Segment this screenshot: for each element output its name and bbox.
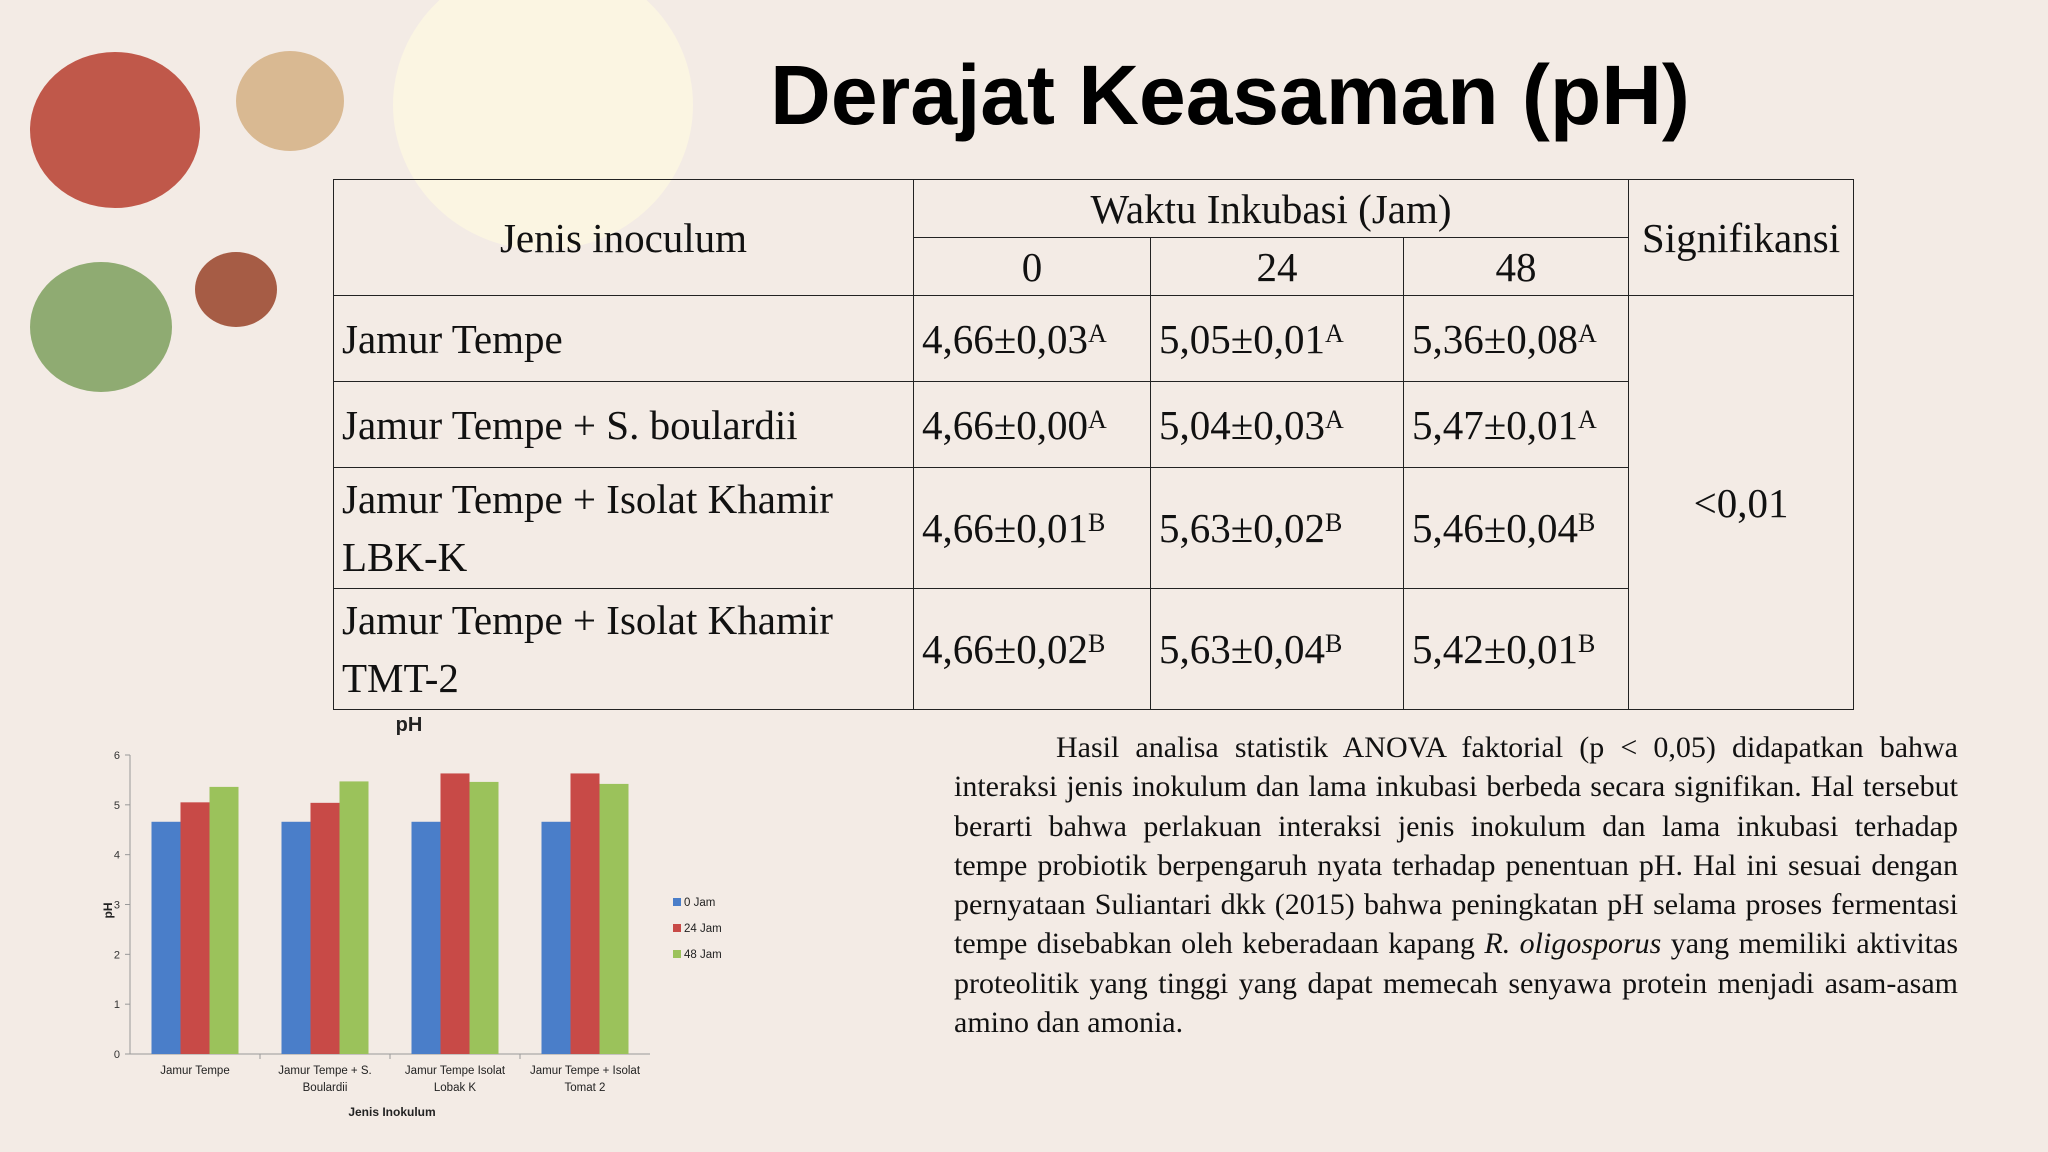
decor-circle-tan xyxy=(236,51,344,151)
header-inoculum: Jenis inoculum xyxy=(334,180,914,296)
x-axis-label: Jenis Inokulum xyxy=(348,1105,436,1119)
header-time: Waktu Inkubasi (Jam) xyxy=(914,180,1629,238)
legend-swatch xyxy=(673,898,681,906)
table-row xyxy=(334,296,1854,382)
decor-circle-green xyxy=(30,262,172,392)
cell-value: $5,04\pm 0,03^A$ xyxy=(1151,382,1404,468)
x-tick-label: Tomat 2 xyxy=(564,1082,606,1094)
x-tick-label: Jamur Tempe + S. xyxy=(278,1065,372,1077)
bar-0-jam xyxy=(152,822,181,1054)
decor-circle-brown xyxy=(195,252,277,327)
y-tick-label: 4 xyxy=(113,849,120,862)
x-tick-label: Jamur Tempe + Isolat xyxy=(529,1065,641,1077)
cell-value: $5,36\pm 0,08^A$ xyxy=(1404,296,1629,382)
bar-48-jam xyxy=(210,787,239,1054)
y-tick-label: 5 xyxy=(113,799,120,812)
cell-value: $5,05\pm 0,01^A$ xyxy=(1151,296,1404,382)
y-tick-label: 2 xyxy=(113,949,120,962)
header-time-48: 48 xyxy=(1404,238,1629,296)
bar-48-jam xyxy=(340,781,369,1054)
y-tick-label: 0 xyxy=(113,1049,120,1061)
y-tick-label: 6 xyxy=(113,750,120,762)
legend-entry: 48 Jam xyxy=(684,949,722,961)
bar-0-jam xyxy=(542,822,571,1054)
y-tick-label: 3 xyxy=(113,899,120,912)
table-row xyxy=(334,382,1854,468)
cell-value: $4,66\pm 0,03^A$ xyxy=(914,296,1151,382)
ph-table xyxy=(333,179,1854,710)
x-tick-label: Jamur Tempe xyxy=(160,1065,230,1077)
legend-entry: 0 Jam xyxy=(684,897,716,909)
row-name: Jamur Tempe + S. boulardii xyxy=(334,382,914,468)
table-row xyxy=(334,589,1854,710)
cell-value: $5,63\pm 0,02^B$ xyxy=(1151,468,1404,589)
y-tick-label: 1 xyxy=(113,999,120,1012)
italic-organism: R. oligosporus xyxy=(1484,927,1662,961)
bar-24-jam xyxy=(181,802,210,1054)
header-significance: Signifikansi xyxy=(1629,180,1854,296)
ph-bar-chart xyxy=(100,708,722,1128)
x-tick-label: Lobak K xyxy=(433,1082,477,1094)
cell-value: $5,47\pm 0,01^A$ xyxy=(1404,382,1629,468)
bar-0-jam xyxy=(412,822,441,1054)
legend-swatch xyxy=(673,950,681,958)
x-tick-label: Jamur Tempe Isolat xyxy=(404,1065,506,1077)
legend-swatch xyxy=(673,924,681,932)
bar-0-jam xyxy=(282,822,311,1054)
decor-circle-red xyxy=(30,52,200,208)
cell-value: $4,66\pm 0,00^A$ xyxy=(914,382,1151,468)
row-name: Jamur Tempe xyxy=(334,296,914,382)
legend-entry: 24 Jam xyxy=(684,923,722,935)
chart-title: pH xyxy=(395,714,423,736)
bar-48-jam xyxy=(470,782,499,1054)
bar-24-jam xyxy=(571,773,600,1054)
cell-value: $4,66\pm 0,01^B$ xyxy=(914,468,1151,589)
cell-value: $5,42\pm 0,01^B$ xyxy=(1404,589,1629,710)
row-name: Jamur Tempe + Isolat Khamir TMT-2 xyxy=(334,589,914,710)
header-time-0: 0 xyxy=(914,238,1151,296)
x-tick-label: Boulardii xyxy=(302,1082,348,1094)
y-axis-label: pH xyxy=(101,902,115,919)
bar-24-jam xyxy=(441,773,470,1054)
row-name: Jamur Tempe + Isolat Khamir LBK-K xyxy=(334,468,914,589)
cell-value: $5,46\pm 0,04^B$ xyxy=(1404,468,1629,589)
analysis-paragraph: Hasil analisa statistik ANOVA faktorial (p < 0,05) didapatkan bahwa interaksi jenis inokulum dan lama inkubasi berbeda secara signifikan. Hal tersebut berarti bahwa perlakuan interaksi jenis inokulum dan lama inkubasi terhadap tempe probiotik berpengaruh nyata terhadap penentuan pH. Hal ini sesuai dengan pernyataan Suliantari dkk (2015) bahwa peningkatan pH selama proses fermentasi tempe disebabkan oleh keberadaan kapang R. oligosporus yang memiliki aktivitas proteolitik yang tinggi yang dapat memecah senyawa protein menjadi asam-asam amino dan amonia. xyxy=(954,731,1958,1040)
cell-value: $4,66\pm 0,02^B$ xyxy=(914,589,1151,710)
table-row xyxy=(334,468,1854,589)
cell-value: $5,63\pm 0,04^B$ xyxy=(1151,589,1404,710)
bar-24-jam xyxy=(311,803,340,1054)
significance-value: <0,01 xyxy=(1629,296,1854,710)
slide-title: Derajat Keasaman (pH) xyxy=(770,48,1690,142)
bar-48-jam xyxy=(600,784,629,1054)
header-time-24: 24 xyxy=(1151,238,1404,296)
